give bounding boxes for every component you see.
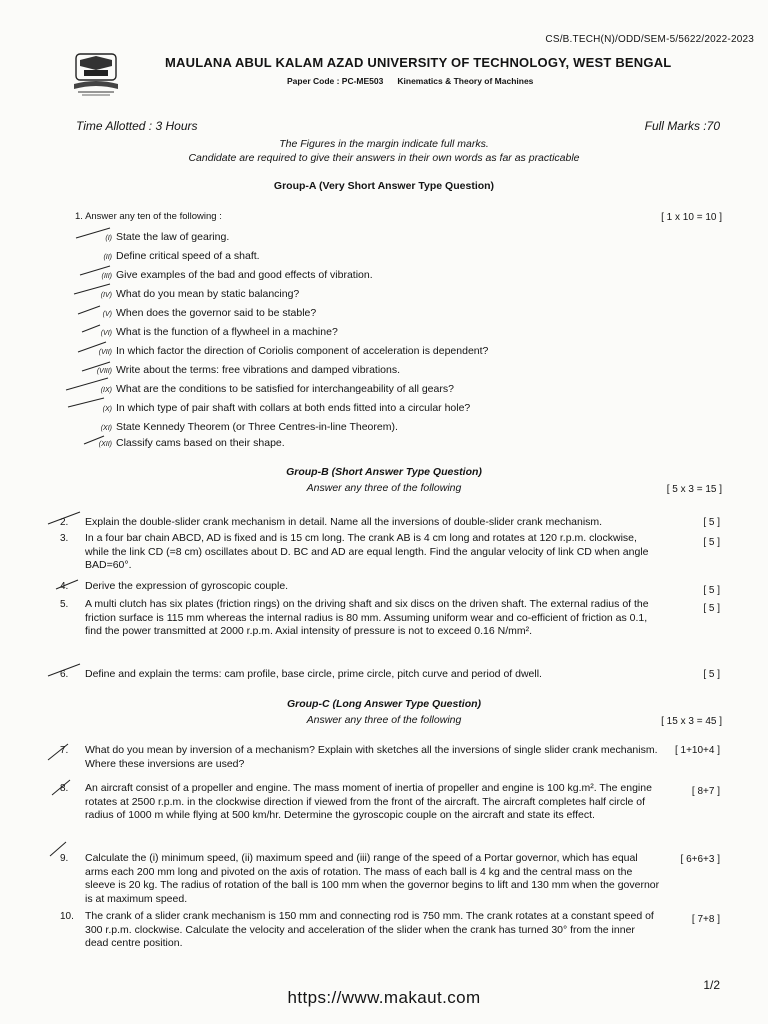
subquestion-text: Give examples of the bad and good effects of vibration.: [116, 269, 373, 281]
subquestion-text: In which type of pair shaft with collars at both ends fitted into a circular hole?: [116, 402, 471, 414]
full-marks: Full Marks :70: [644, 119, 720, 133]
question-number: 4.: [60, 581, 69, 592]
page-number: 1/2: [703, 978, 720, 992]
subquestion-number: (I): [105, 235, 112, 242]
subquestion-number: (V): [102, 311, 112, 318]
time-allotted: Time Allotted : 3 Hours: [76, 119, 198, 133]
instruction-marks: The Figures in the margin indicate full marks.: [279, 138, 489, 150]
question-text: Answer any ten of the following :: [85, 211, 222, 222]
time-marks-row: [76, 119, 720, 133]
question-number: 1.: [75, 211, 83, 222]
subquestion-text: When does the governor said to be stable?: [116, 307, 317, 319]
question-text: An aircraft consist of a propeller and engine. The mass moment of inertia of propeller and engine is 100 kg.m². The engine rotates at 2500 r.p.m. in the clockwise direction if viewed from the front of the aircraft. The aircraft completes half circle of radius of 1000 m while flying at 500 km/hr. Determine the gyroscopic couple on the aircraft and state its effect.: [85, 782, 652, 821]
question-number: 5.: [60, 599, 69, 610]
subquestion-text: Classify cams based on their shape.: [116, 437, 285, 449]
subquestion-text: State the law of gearing.: [116, 231, 230, 243]
question-item: [60, 910, 660, 951]
question-marks: [ 7+8 ]: [691, 914, 720, 925]
footer-url: https://www.makaut.com: [287, 988, 481, 1007]
subquestion-number: (VII): [98, 349, 112, 356]
subquestion-text: Define critical speed of a shaft.: [116, 250, 260, 262]
question-marks: [ 5 ]: [703, 669, 720, 680]
question-item: [60, 782, 660, 823]
group-b-title: Group-B (Short Answer Type Question): [286, 466, 482, 478]
paper-code: Paper Code : PC-ME503: [287, 76, 384, 86]
question-number: 8.: [60, 783, 69, 794]
group-c-title: Group-C (Long Answer Type Question): [286, 698, 482, 710]
subquestion-text: What are the conditions to be satisfied for interchangeability of all gears?: [116, 383, 454, 395]
question-number: 9.: [60, 853, 69, 864]
question-item: [60, 852, 660, 906]
question-number: 10.: [60, 911, 74, 922]
subquestion-number: (VIII): [96, 368, 112, 375]
subquestion-item: [72, 421, 398, 433]
subquestion-number: (IV): [100, 292, 112, 299]
subquestion-item: [72, 269, 373, 281]
subquestion-item: [72, 402, 470, 414]
subquestion-text: What is the function of a flywheel in a machine?: [116, 326, 338, 338]
group-b-instruction: Answer any three of the following: [306, 482, 462, 494]
question-marks: [ 5 ]: [703, 537, 720, 548]
question-text: The crank of a slider crank mechanism is 150 mm and connecting rod is 750 mm. The crank rotates at a constant speed of 300 r.p.m. clockwise. Calculate the velocity and acceleration of the slider when the crank has turned 30° from the inner dead centre position.: [85, 910, 654, 949]
subquestion-text: In which factor the direction of Coriolis component of acceleration is dependent?: [116, 345, 489, 357]
question-item: [60, 516, 660, 530]
question-item: [60, 598, 660, 639]
subquestion-item: [72, 250, 260, 262]
subquestion-number: (XII): [98, 441, 112, 448]
instructions: [0, 137, 768, 165]
subquestion-item: [72, 364, 400, 376]
subquestion-item: [72, 383, 454, 395]
question-marks: [ 5 ]: [703, 585, 720, 596]
question-1-marks: [ 1 x 10 = 10 ]: [661, 212, 722, 223]
university-logo: [70, 52, 122, 98]
question-text: Define and explain the terms: cam profile, base circle, prime circle, pitch curve and period of dwell.: [85, 668, 542, 680]
question-marks: [ 6+6+3 ]: [680, 854, 720, 865]
subquestion-text: State Kennedy Theorem (or Three Centres-in-line Theorem).: [116, 421, 398, 433]
question-text: Calculate the (i) minimum speed, (ii) maximum speed and (iii) range of the speed of a Portar governor, which has equal arms each 200 mm long and pivoted on the axis of rotation. The mass of each ball is 4 kg and the central mass on the sleeve is 20 kg. The radius of rotation of the ball is 100 mm when the governor begins to lift and 130 mm when the governor is at maximum speed.: [85, 852, 660, 905]
paper-reference-code: CS/B.TECH(N)/ODD/SEM-5/5622/2022-2023: [545, 34, 754, 45]
question-number: 3.: [60, 533, 69, 544]
subquestion-number: (III): [101, 273, 112, 280]
question-1-stem: [75, 211, 222, 222]
question-marks: [ 8+7 ]: [691, 786, 720, 797]
subquestion-item: [72, 288, 299, 300]
question-marks: [ 1+10+4 ]: [674, 745, 720, 756]
subquestion-item: [72, 326, 338, 338]
question-item: [60, 744, 660, 771]
question-number: 7.: [60, 745, 69, 756]
subquestion-number: (X): [102, 406, 112, 413]
question-text: What do you mean by inversion of a mechanism? Explain with sketches all the inversions of single slider crank mechanism. Where these inversions are used?: [85, 744, 658, 770]
question-number: 6.: [60, 669, 69, 680]
subquestion-item: [72, 437, 285, 449]
subquestion-number: (IX): [100, 387, 112, 394]
university-name: MAULANA ABUL KALAM AZAD UNIVERSITY OF TECHNOLOGY, WEST BENGAL: [165, 55, 672, 70]
question-text: A multi clutch has six plates (friction rings) on the driving shaft and six discs on the driven shaft. The external radius of the friction surface is 115 mm whereas the internal radius is 80 mm. Assuming uniform wear and co-efficient of friction as 0.1, find the power transmitted at 2000 r.p.m. Axial intensity of pressure is not to exceed 0.16 N/mm².: [85, 598, 649, 637]
group-a-title: Group-A (Very Short Answer Type Question): [273, 180, 495, 192]
question-item: [60, 532, 660, 573]
subquestion-number: (II): [103, 254, 112, 261]
subquestion-text: Write about the terms: free vibrations and damped vibrations.: [116, 364, 401, 376]
question-item: [60, 580, 660, 594]
question-text: In a four bar chain ABCD, AD is fixed and is 15 cm long. The crank AB is 4 cm long and rotates at 120 r.p.m. clockwise, while the link CD (=8 cm) oscillates about D. BC and AD are equal length. Find the angular velocity of link CD when angle BAD=60°.: [85, 532, 649, 571]
question-text: Explain the double-slider crank mechanism in detail. Name all the inversions of double-slider crank mechanism.: [85, 516, 603, 528]
subquestion-item: [72, 231, 229, 243]
question-number: 2.: [60, 517, 69, 528]
group-c-instruction: Answer any three of the following: [306, 714, 462, 726]
paper-code-line: [287, 76, 547, 86]
group-b-marks: [ 5 x 3 = 15 ]: [666, 484, 722, 495]
subquestion-item: [72, 307, 316, 319]
instruction-own-words: Candidate are required to give their answers in their own words as far as practicable: [188, 152, 580, 164]
subquestion-text: What do you mean by static balancing?: [116, 288, 300, 300]
group-c-marks: [ 15 x 3 = 45 ]: [661, 716, 722, 727]
subject-title: Kinematics & Theory of Machines: [397, 76, 534, 86]
question-marks: [ 5 ]: [703, 603, 720, 614]
question-marks: [ 5 ]: [703, 517, 720, 528]
question-item: [60, 668, 660, 682]
question-text: Derive the expression of gyroscopic couple.: [85, 580, 289, 592]
subquestion-number: (XI): [100, 425, 112, 432]
subquestion-item: [72, 345, 488, 357]
subquestion-number: (VI): [100, 330, 112, 337]
